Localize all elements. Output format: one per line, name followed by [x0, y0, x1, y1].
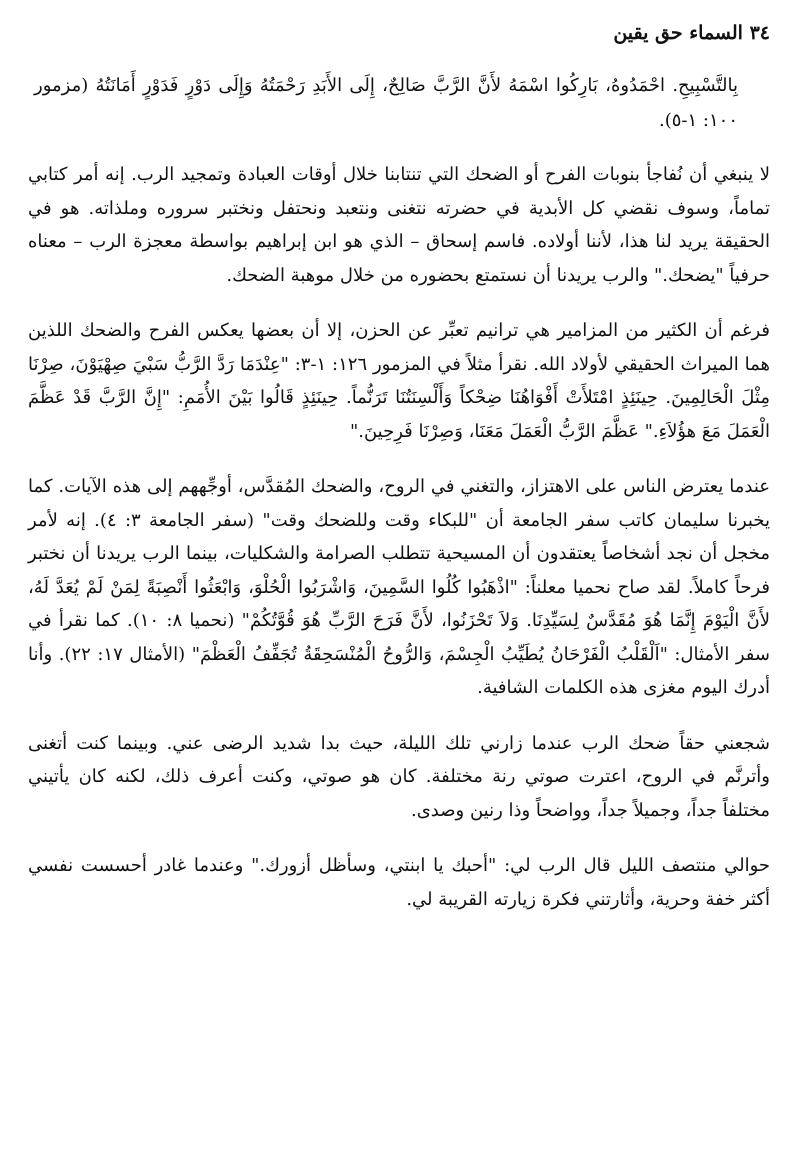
opening-quote: بِالتَّسْبِيحِ. احْمَدُوهُ، بَارِكُوا اسْمَهُ لأَنَّ الرَّبَّ صَالِحٌ، إِلَى الأَبَدِ رَحْمَتُهُ وَإِلَى دَوْرٍ فَدَوْرٍ أَمَانَتُهُ (مزمور ١٠٠: ١-٥).	[34, 75, 738, 131]
paragraph-3: عندما يعترض الناس على الاهتزاز، والتغني في الروح، والضحك المُقدَّس، أوجِّههم إلى هذه الآيات. كما يخبرنا سليمان كاتب سفر الجامعة أن "للبكاء وقت وللضحك وقت" (سفر الجامعة ٣: ٤). إنه لأمر مخجل أن نجد أشخاصاً يعتقدون أن المسيحية تتطلب الصرامة والشكليات، بينما الرب يريدنا أن نختبر فرحاً كاملاً. لقد صاح نحميا معلناً: "اذْهَبُوا كُلُوا السَّمِينَ، وَاشْرَبُوا الْحُلْوَ، وَابْعَثُوا أَنْصِبَةً لِمَنْ لَمْ يُعَدَّ لَهُ، لأَنَّ الْيَوْمَ إِنَّمَا هُوَ مُقَدَّسٌ لِسَيِّدِنَا. وَلاَ تَحْزَنُوا، لأَنَّ فَرَحَ الرَّبِّ هُوَ قُوَّتُكُمْ" (نحميا ٨: ١٠). كما نقرأ في سفر الأمثال: "اَلْقَلْبُ الْفَرْحَانُ يُطَيِّبُ الْجِسْمَ، وَالرُّوحُ الْمُنْسَحِقَةُ تُجَفِّفُ الْعَظْمَ" (الأمثال ١٧: ٢٢). وأنا أدرك اليوم مغزى هذه الكلمات الشافية.	[28, 476, 770, 698]
paragraph-5: حوالي منتصف الليل قال الرب لي: "أحبك يا ابنتي، وسأظل أزورك." وعندما غادر أحسست نفسي أكثر خفة وحرية، وأثارتني فكرة زيارته القريبة لي.	[28, 855, 770, 910]
paragraph-4: شجعني حقاً ضحك الرب عندما زارني تلك الليلة، حيث بدا شديد الرضى عني. وبينما كنت أتغنى وأترنَّم في الروح، اعترت صوتي رنة مختلفة. كان هو صوتي، وكنت أعرف ذلك، لكنه كان يأتيني مختلفاً جداً، وجميلاً جداً، وواضحاً وذا رنين وصدى.	[28, 732, 770, 821]
paragraph-1: لا ينبغي أن نُفاجأ بنوبات الفرح أو الضحك التي تنتابنا خلال أوقات العبادة وتمجيد الرب. إنه أمر كتابي تماماً، وسوف نقضي كل الأبدية في حضرته نتغنى ونتعبد ونحتفل ونختبر سروره وملذاته. هو في الحقيقة يريد لنا هذا، لأننا أولاده. فاسم إسحاق – الذي هو ابن إبراهيم بواسطة معجزة الرب – معناه حرفياً "يضحك." والرب يريدنا أن نستمتع بحضوره من خلال موهبة الضحك.	[28, 164, 770, 286]
running-header: ٣٤ السماء حق يقين	[613, 22, 770, 44]
paragraph-2: فرغم أن الكثير من المزامير هي ترانيم تعبِّر عن الحزن، إلا أن بعضها يعكس الفرح والضحك اللذين هما الميراث الحقيقي لأولاد الله. نقرأ مثلاً في المزمور ١٢٦: ١-٣: "عِنْدَمَا رَدَّ الرَّبُّ سَبْيَ صِهْيَوْنَ، صِرْنَا مِثْلَ الْحَالِمِينَ. حِينَئِذٍ امْتَلأَتْ أَفْوَاهُنَا ضِحْكاً وَأَلْسِنَتُنَا تَرَنُّماً. حِينَئِذٍ قَالُوا بَيْنَ الأُمَمِ: "إِنَّ الرَّبَّ قَدْ عَظَّمَ الْعَمَلَ مَعَ هؤُلاَءِ." عَظَّمَ الرَّبُّ الْعَمَلَ مَعَنَا، وَصِرْنَا فَرِحِينَ."	[28, 320, 770, 442]
